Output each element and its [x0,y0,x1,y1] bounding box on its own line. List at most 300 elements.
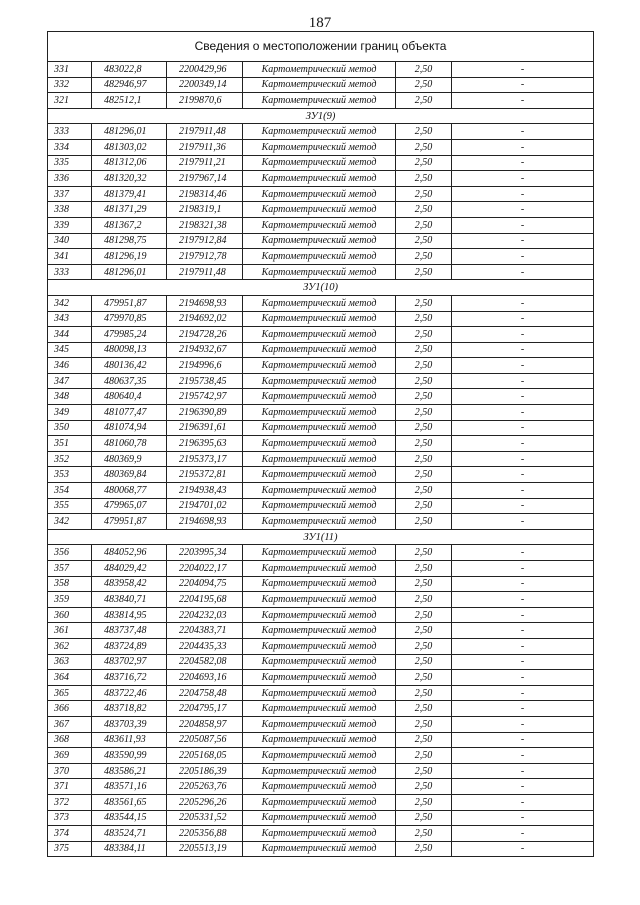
method-cell: Картометрический метод [243,732,396,748]
y-coordinate-cell: 2205513,19 [167,841,243,857]
x-coordinate-cell: 482946,97 [92,77,167,93]
point-number-cell: 350 [48,420,92,436]
x-coordinate-cell: 483561,65 [92,794,167,810]
point-number-cell: 341 [48,249,92,265]
precision-cell: 2,50 [396,763,452,779]
note-cell: - [452,389,594,405]
note-cell: - [452,264,594,280]
x-coordinate-cell: 481296,19 [92,249,167,265]
precision-cell: 2,50 [396,779,452,795]
precision-cell: 2,50 [396,685,452,701]
precision-cell: 2,50 [396,623,452,639]
method-cell: Картометрический метод [243,779,396,795]
note-cell: - [452,249,594,265]
precision-cell: 2,50 [396,124,452,140]
point-number-cell: 351 [48,436,92,452]
method-cell: Картометрический метод [243,576,396,592]
x-coordinate-cell: 480369,9 [92,451,167,467]
section-label: ЗУ1(11) [48,529,594,545]
method-cell: Картометрический метод [243,249,396,265]
point-number-cell: 337 [48,186,92,202]
table-row [48,794,594,810]
precision-cell: 2,50 [396,576,452,592]
note-cell: - [452,576,594,592]
y-coordinate-cell: 2204758,48 [167,685,243,701]
table-row [48,93,594,109]
note-cell: - [452,451,594,467]
method-cell: Картометрический метод [243,217,396,233]
precision-cell: 2,50 [396,358,452,374]
table-row [48,826,594,842]
table-row [48,264,594,280]
section-row [48,529,594,545]
point-number-cell: 342 [48,295,92,311]
table-row [48,373,594,389]
y-coordinate-cell: 2194692,02 [167,311,243,327]
table-row [48,420,594,436]
y-coordinate-cell: 2194932,67 [167,342,243,358]
y-coordinate-cell: 2204022,17 [167,561,243,577]
method-cell: Картометрический метод [243,124,396,140]
precision-cell: 2,50 [396,670,452,686]
point-number-cell: 333 [48,124,92,140]
method-cell: Картометрический метод [243,405,396,421]
method-cell: Картометрический метод [243,467,396,483]
x-coordinate-cell: 481367,2 [92,217,167,233]
method-cell: Картометрический метод [243,685,396,701]
y-coordinate-cell: 2194728,26 [167,327,243,343]
note-cell: - [452,670,594,686]
precision-cell: 2,50 [396,342,452,358]
table-row [48,358,594,374]
point-number-cell: 339 [48,217,92,233]
precision-cell: 2,50 [396,732,452,748]
y-coordinate-cell: 2194698,93 [167,295,243,311]
y-coordinate-cell: 2195738,45 [167,373,243,389]
x-coordinate-cell: 481379,41 [92,186,167,202]
note-cell: - [452,654,594,670]
precision-cell: 2,50 [396,155,452,171]
method-cell: Картометрический метод [243,623,396,639]
x-coordinate-cell: 483571,16 [92,779,167,795]
y-coordinate-cell: 2204582,08 [167,654,243,670]
table-row [48,342,594,358]
x-coordinate-cell: 483716,72 [92,670,167,686]
section-label: ЗУ1(10) [48,280,594,296]
method-cell: Картометрический метод [243,342,396,358]
point-number-cell: 349 [48,405,92,421]
note-cell: - [452,514,594,530]
y-coordinate-cell: 2196395,63 [167,436,243,452]
table-row [48,716,594,732]
x-coordinate-cell: 481320,32 [92,171,167,187]
note-cell: - [452,405,594,421]
x-coordinate-cell: 479965,07 [92,498,167,514]
point-number-cell: 347 [48,373,92,389]
table-row [48,171,594,187]
point-number-cell: 346 [48,358,92,374]
precision-cell: 2,50 [396,405,452,421]
y-coordinate-cell: 2205331,52 [167,810,243,826]
x-coordinate-cell: 482512,1 [92,93,167,109]
method-cell: Картометрический метод [243,264,396,280]
point-number-cell: 353 [48,467,92,483]
x-coordinate-cell: 483611,93 [92,732,167,748]
x-coordinate-cell: 479985,24 [92,327,167,343]
precision-cell: 2,50 [396,794,452,810]
section-row [48,108,594,124]
point-number-cell: 331 [48,62,92,78]
precision-cell: 2,50 [396,467,452,483]
point-number-cell: 367 [48,716,92,732]
table-row [48,841,594,857]
y-coordinate-cell: 2200429,96 [167,62,243,78]
precision-cell: 2,50 [396,93,452,109]
y-coordinate-cell: 2205356,88 [167,826,243,842]
method-cell: Картометрический метод [243,748,396,764]
table-row [48,779,594,795]
table-title: Сведения о местоположении границ объекта [48,32,594,62]
note-cell: - [452,841,594,857]
table-row [48,389,594,405]
point-number-cell: 362 [48,638,92,654]
x-coordinate-cell: 483724,89 [92,638,167,654]
y-coordinate-cell: 2199870,6 [167,93,243,109]
table-row [48,483,594,499]
precision-cell: 2,50 [396,264,452,280]
point-number-cell: 338 [48,202,92,218]
x-coordinate-cell: 480637,35 [92,373,167,389]
table-row [48,498,594,514]
x-coordinate-cell: 480136,42 [92,358,167,374]
table-row [48,670,594,686]
method-cell: Картометрический метод [243,451,396,467]
method-cell: Картометрический метод [243,592,396,608]
table-row [48,451,594,467]
method-cell: Картометрический метод [243,327,396,343]
point-number-cell: 332 [48,77,92,93]
method-cell: Картометрический метод [243,561,396,577]
precision-cell: 2,50 [396,498,452,514]
point-number-cell: 375 [48,841,92,857]
table-row [48,217,594,233]
x-coordinate-cell: 479970,85 [92,311,167,327]
note-cell: - [452,358,594,374]
y-coordinate-cell: 2205168,05 [167,748,243,764]
x-coordinate-cell: 483524,71 [92,826,167,842]
y-coordinate-cell: 2197911,36 [167,139,243,155]
x-coordinate-cell: 483958,42 [92,576,167,592]
table-row [48,233,594,249]
table-row [48,62,594,78]
method-cell: Картометрический метод [243,841,396,857]
table-row [48,139,594,155]
method-cell: Картометрический метод [243,810,396,826]
y-coordinate-cell: 2204195,68 [167,592,243,608]
point-number-cell: 368 [48,732,92,748]
method-cell: Картометрический метод [243,93,396,109]
method-cell: Картометрический метод [243,171,396,187]
precision-cell: 2,50 [396,561,452,577]
point-number-cell: 333 [48,264,92,280]
note-cell: - [452,186,594,202]
table-row [48,576,594,592]
note-cell: - [452,373,594,389]
point-number-cell: 374 [48,826,92,842]
table-row [48,436,594,452]
table-row [48,638,594,654]
note-cell: - [452,623,594,639]
y-coordinate-cell: 2197912,78 [167,249,243,265]
point-number-cell: 352 [48,451,92,467]
y-coordinate-cell: 2204795,17 [167,701,243,717]
method-cell: Картометрический метод [243,701,396,717]
method-cell: Картометрический метод [243,295,396,311]
precision-cell: 2,50 [396,233,452,249]
x-coordinate-cell: 483590,99 [92,748,167,764]
table-row [48,295,594,311]
precision-cell: 2,50 [396,607,452,623]
point-number-cell: 344 [48,327,92,343]
table-row [48,405,594,421]
x-coordinate-cell: 481060,78 [92,436,167,452]
point-number-cell: 321 [48,93,92,109]
point-number-cell: 348 [48,389,92,405]
y-coordinate-cell: 2197911,48 [167,124,243,140]
y-coordinate-cell: 2194996,6 [167,358,243,374]
y-coordinate-cell: 2203995,34 [167,545,243,561]
method-cell: Картометрический метод [243,716,396,732]
point-number-cell: 358 [48,576,92,592]
y-coordinate-cell: 2204383,71 [167,623,243,639]
y-coordinate-cell: 2205263,76 [167,779,243,795]
y-coordinate-cell: 2196390,89 [167,405,243,421]
note-cell: - [452,77,594,93]
section-row [48,280,594,296]
y-coordinate-cell: 2195373,17 [167,451,243,467]
x-coordinate-cell: 483814,95 [92,607,167,623]
x-coordinate-cell: 481312,06 [92,155,167,171]
y-coordinate-cell: 2204435,33 [167,638,243,654]
precision-cell: 2,50 [396,420,452,436]
x-coordinate-cell: 483586,21 [92,763,167,779]
x-coordinate-cell: 483718,82 [92,701,167,717]
point-number-cell: 336 [48,171,92,187]
precision-cell: 2,50 [396,436,452,452]
point-number-cell: 372 [48,794,92,810]
note-cell: - [452,701,594,717]
method-cell: Картометрический метод [243,373,396,389]
method-cell: Картометрический метод [243,763,396,779]
x-coordinate-cell: 484052,96 [92,545,167,561]
method-cell: Картометрический метод [243,311,396,327]
note-cell: - [452,716,594,732]
y-coordinate-cell: 2198321,38 [167,217,243,233]
note-cell: - [452,732,594,748]
precision-cell: 2,50 [396,186,452,202]
precision-cell: 2,50 [396,841,452,857]
point-number-cell: 340 [48,233,92,249]
method-cell: Картометрический метод [243,654,396,670]
table-row [48,77,594,93]
point-number-cell: 357 [48,561,92,577]
x-coordinate-cell: 481296,01 [92,124,167,140]
page-number: 187 [308,15,332,31]
note-cell: - [452,311,594,327]
table-row [48,810,594,826]
point-number-cell: 360 [48,607,92,623]
x-coordinate-cell: 481371,29 [92,202,167,218]
y-coordinate-cell: 2194938,43 [167,483,243,499]
precision-cell: 2,50 [396,311,452,327]
precision-cell: 2,50 [396,701,452,717]
precision-cell: 2,50 [396,451,452,467]
method-cell: Картометрический метод [243,202,396,218]
note-cell: - [452,810,594,826]
point-number-cell: 342 [48,514,92,530]
x-coordinate-cell: 479951,87 [92,514,167,530]
note-cell: - [452,139,594,155]
precision-cell: 2,50 [396,295,452,311]
method-cell: Картометрический метод [243,826,396,842]
method-cell: Картометрический метод [243,483,396,499]
method-cell: Картометрический метод [243,498,396,514]
point-number-cell: 370 [48,763,92,779]
point-number-cell: 364 [48,670,92,686]
note-cell: - [452,763,594,779]
table-row [48,124,594,140]
table-row [48,592,594,608]
point-number-cell: 335 [48,155,92,171]
method-cell: Картометрический метод [243,358,396,374]
x-coordinate-cell: 480098,13 [92,342,167,358]
method-cell: Картометрический метод [243,436,396,452]
x-coordinate-cell: 483022,8 [92,62,167,78]
note-cell: - [452,420,594,436]
precision-cell: 2,50 [396,202,452,218]
method-cell: Картометрический метод [243,638,396,654]
x-coordinate-cell: 483737,48 [92,623,167,639]
note-cell: - [452,467,594,483]
y-coordinate-cell: 2196391,61 [167,420,243,436]
table-row [48,155,594,171]
table-row [48,732,594,748]
table-row [48,249,594,265]
precision-cell: 2,50 [396,171,452,187]
y-coordinate-cell: 2197911,48 [167,264,243,280]
table-row [48,202,594,218]
table-row [48,654,594,670]
note-cell: - [452,779,594,795]
section-label: ЗУ1(9) [48,108,594,124]
note-cell: - [452,826,594,842]
point-number-cell: 345 [48,342,92,358]
point-number-cell: 363 [48,654,92,670]
table-row [48,623,594,639]
method-cell: Картометрический метод [243,545,396,561]
method-cell: Картометрический метод [243,607,396,623]
x-coordinate-cell: 480068,77 [92,483,167,499]
precision-cell: 2,50 [396,217,452,233]
point-number-cell: 356 [48,545,92,561]
note-cell: - [452,436,594,452]
note-cell: - [452,561,594,577]
method-cell: Картометрический метод [243,155,396,171]
table-row [48,545,594,561]
note-cell: - [452,327,594,343]
precision-cell: 2,50 [396,139,452,155]
x-coordinate-cell: 480369,84 [92,467,167,483]
note-cell: - [452,342,594,358]
y-coordinate-cell: 2197912,84 [167,233,243,249]
y-coordinate-cell: 2198319,1 [167,202,243,218]
precision-cell: 2,50 [396,716,452,732]
precision-cell: 2,50 [396,638,452,654]
note-cell: - [452,155,594,171]
note-cell: - [452,93,594,109]
point-number-cell: 371 [48,779,92,795]
point-number-cell: 361 [48,623,92,639]
point-number-cell: 359 [48,592,92,608]
precision-cell: 2,50 [396,654,452,670]
precision-cell: 2,50 [396,514,452,530]
table-row [48,186,594,202]
precision-cell: 2,50 [396,483,452,499]
x-coordinate-cell: 481296,01 [92,264,167,280]
precision-cell: 2,50 [396,249,452,265]
note-cell: - [452,794,594,810]
y-coordinate-cell: 2198314,46 [167,186,243,202]
x-coordinate-cell: 481303,02 [92,139,167,155]
precision-cell: 2,50 [396,77,452,93]
table-row [48,311,594,327]
table-row [48,467,594,483]
table-row [48,607,594,623]
note-cell: - [452,685,594,701]
x-coordinate-cell: 484029,42 [92,561,167,577]
note-cell: - [452,483,594,499]
y-coordinate-cell: 2195742,97 [167,389,243,405]
y-coordinate-cell: 2200349,14 [167,77,243,93]
note-cell: - [452,545,594,561]
table-row [48,514,594,530]
precision-cell: 2,50 [396,62,452,78]
x-coordinate-cell: 483544,15 [92,810,167,826]
x-coordinate-cell: 483722,46 [92,685,167,701]
method-cell: Картометрический метод [243,62,396,78]
y-coordinate-cell: 2197911,21 [167,155,243,171]
y-coordinate-cell: 2195372,81 [167,467,243,483]
point-number-cell: 373 [48,810,92,826]
y-coordinate-cell: 2204693,16 [167,670,243,686]
method-cell: Картометрический метод [243,514,396,530]
point-number-cell: 369 [48,748,92,764]
precision-cell: 2,50 [396,327,452,343]
table-row [48,748,594,764]
table-title-row [48,32,594,62]
method-cell: Картометрический метод [243,233,396,249]
table-row [48,685,594,701]
precision-cell: 2,50 [396,389,452,405]
method-cell: Картометрический метод [243,389,396,405]
note-cell: - [452,607,594,623]
method-cell: Картометрический метод [243,186,396,202]
x-coordinate-cell: 483384,11 [92,841,167,857]
note-cell: - [452,233,594,249]
point-number-cell: 365 [48,685,92,701]
y-coordinate-cell: 2204858,97 [167,716,243,732]
x-coordinate-cell: 480640,4 [92,389,167,405]
